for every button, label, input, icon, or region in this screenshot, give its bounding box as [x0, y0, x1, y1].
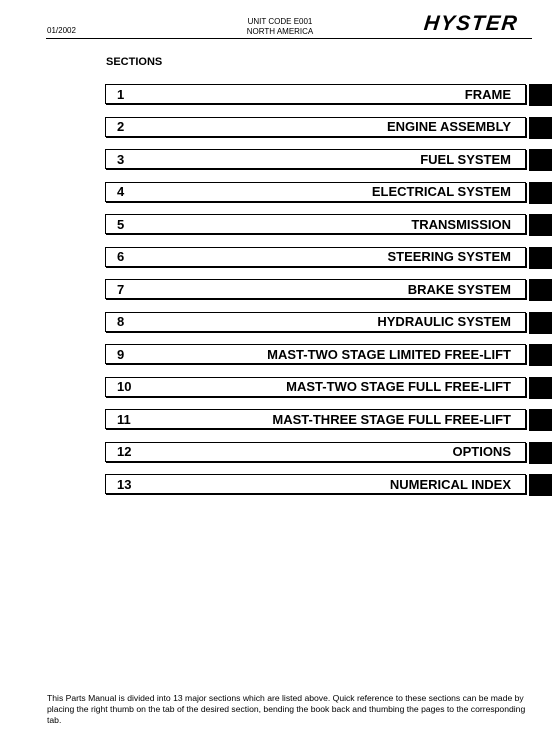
- section-box[interactable]: [105, 214, 526, 234]
- header-divider: [46, 38, 532, 39]
- section-number: 2: [117, 119, 125, 134]
- section-row-1[interactable]: [105, 84, 552, 106]
- section-thumb-tab[interactable]: [529, 182, 552, 204]
- sections-heading: SECTIONS: [106, 56, 163, 68]
- section-row-5[interactable]: [105, 214, 552, 236]
- section-title: HYDRAULIC SYSTEM: [377, 314, 511, 329]
- section-number: 11: [117, 411, 131, 427]
- section-title: MAST-THREE STAGE FULL FREE-LIFT: [272, 411, 511, 427]
- section-number: 6: [117, 249, 125, 264]
- section-row-13[interactable]: [105, 474, 552, 496]
- section-list: [105, 84, 552, 507]
- section-thumb-tab[interactable]: [529, 474, 552, 496]
- section-thumb-tab[interactable]: [529, 312, 552, 334]
- section-number: 5: [117, 216, 125, 232]
- section-box[interactable]: [105, 117, 526, 137]
- section-box[interactable]: [105, 279, 526, 299]
- section-box[interactable]: [105, 442, 526, 462]
- section-thumb-tab[interactable]: [529, 247, 552, 269]
- section-thumb-tab[interactable]: [529, 344, 552, 366]
- unit-code: UNIT CODE E001: [247, 17, 313, 26]
- section-thumb-tab[interactable]: [529, 279, 552, 301]
- section-number: 7: [117, 281, 125, 297]
- section-box[interactable]: [105, 344, 526, 364]
- section-thumb-tab[interactable]: [529, 377, 552, 399]
- section-box[interactable]: [105, 312, 526, 332]
- section-thumb-tab[interactable]: [529, 117, 552, 139]
- section-row-12[interactable]: [105, 442, 552, 464]
- section-box[interactable]: [105, 182, 526, 202]
- section-box[interactable]: [105, 409, 526, 429]
- section-row-11[interactable]: [105, 409, 552, 431]
- header-date: 01/2002: [47, 26, 76, 35]
- section-number: 10: [117, 379, 132, 394]
- section-box[interactable]: [105, 247, 526, 267]
- section-title: ENGINE ASSEMBLY: [386, 119, 511, 134]
- section-thumb-tab[interactable]: [529, 442, 552, 464]
- section-title: NUMERICAL INDEX: [389, 476, 511, 492]
- header-unit-info: [180, 17, 380, 37]
- section-thumb-tab[interactable]: [529, 149, 552, 171]
- section-row-7[interactable]: [105, 279, 552, 301]
- section-row-10[interactable]: [105, 377, 552, 399]
- section-title: MAST-TWO STAGE FULL FREE-LIFT: [286, 379, 511, 394]
- section-row-6[interactable]: [105, 247, 552, 269]
- footer-instructions: This Parts Manual is divided into 13 major sections which are listed above. Quick reference to these sections can be made by placing the right thumb on the tab of the desired section, bending the book back and thumbing the pages to the corresponding tab.: [47, 693, 526, 725]
- section-number: 4: [117, 184, 125, 199]
- section-thumb-tab[interactable]: [529, 214, 552, 236]
- section-row-2[interactable]: [105, 117, 552, 139]
- section-number: 12: [117, 444, 132, 459]
- section-thumb-tab[interactable]: [529, 84, 552, 106]
- section-row-3[interactable]: [105, 149, 552, 171]
- section-title: OPTIONS: [452, 444, 511, 459]
- section-number: 13: [117, 476, 132, 492]
- section-title: STEERING SYSTEM: [387, 249, 511, 264]
- section-box[interactable]: [105, 377, 526, 397]
- section-title: MAST-TWO STAGE LIMITED FREE-LIFT: [267, 346, 511, 362]
- section-box[interactable]: [105, 84, 526, 104]
- region: NORTH AMERICA: [246, 27, 314, 36]
- section-title: BRAKE SYSTEM: [407, 281, 511, 297]
- section-title: ELECTRICAL SYSTEM: [371, 184, 511, 199]
- section-row-8[interactable]: [105, 312, 552, 334]
- hyster-logo: HYSTER: [422, 12, 520, 35]
- section-number: 3: [117, 151, 125, 167]
- section-row-4[interactable]: [105, 182, 552, 204]
- section-title: TRANSMISSION: [411, 216, 511, 232]
- section-number: 8: [117, 314, 125, 329]
- section-title: FUEL SYSTEM: [420, 151, 511, 167]
- section-number: 9: [117, 346, 125, 362]
- section-thumb-tab[interactable]: [529, 409, 552, 431]
- section-box[interactable]: [105, 474, 526, 494]
- section-number: 1: [117, 86, 125, 102]
- section-box[interactable]: [105, 149, 526, 169]
- section-title: FRAME: [464, 86, 511, 102]
- section-row-9[interactable]: [105, 344, 552, 366]
